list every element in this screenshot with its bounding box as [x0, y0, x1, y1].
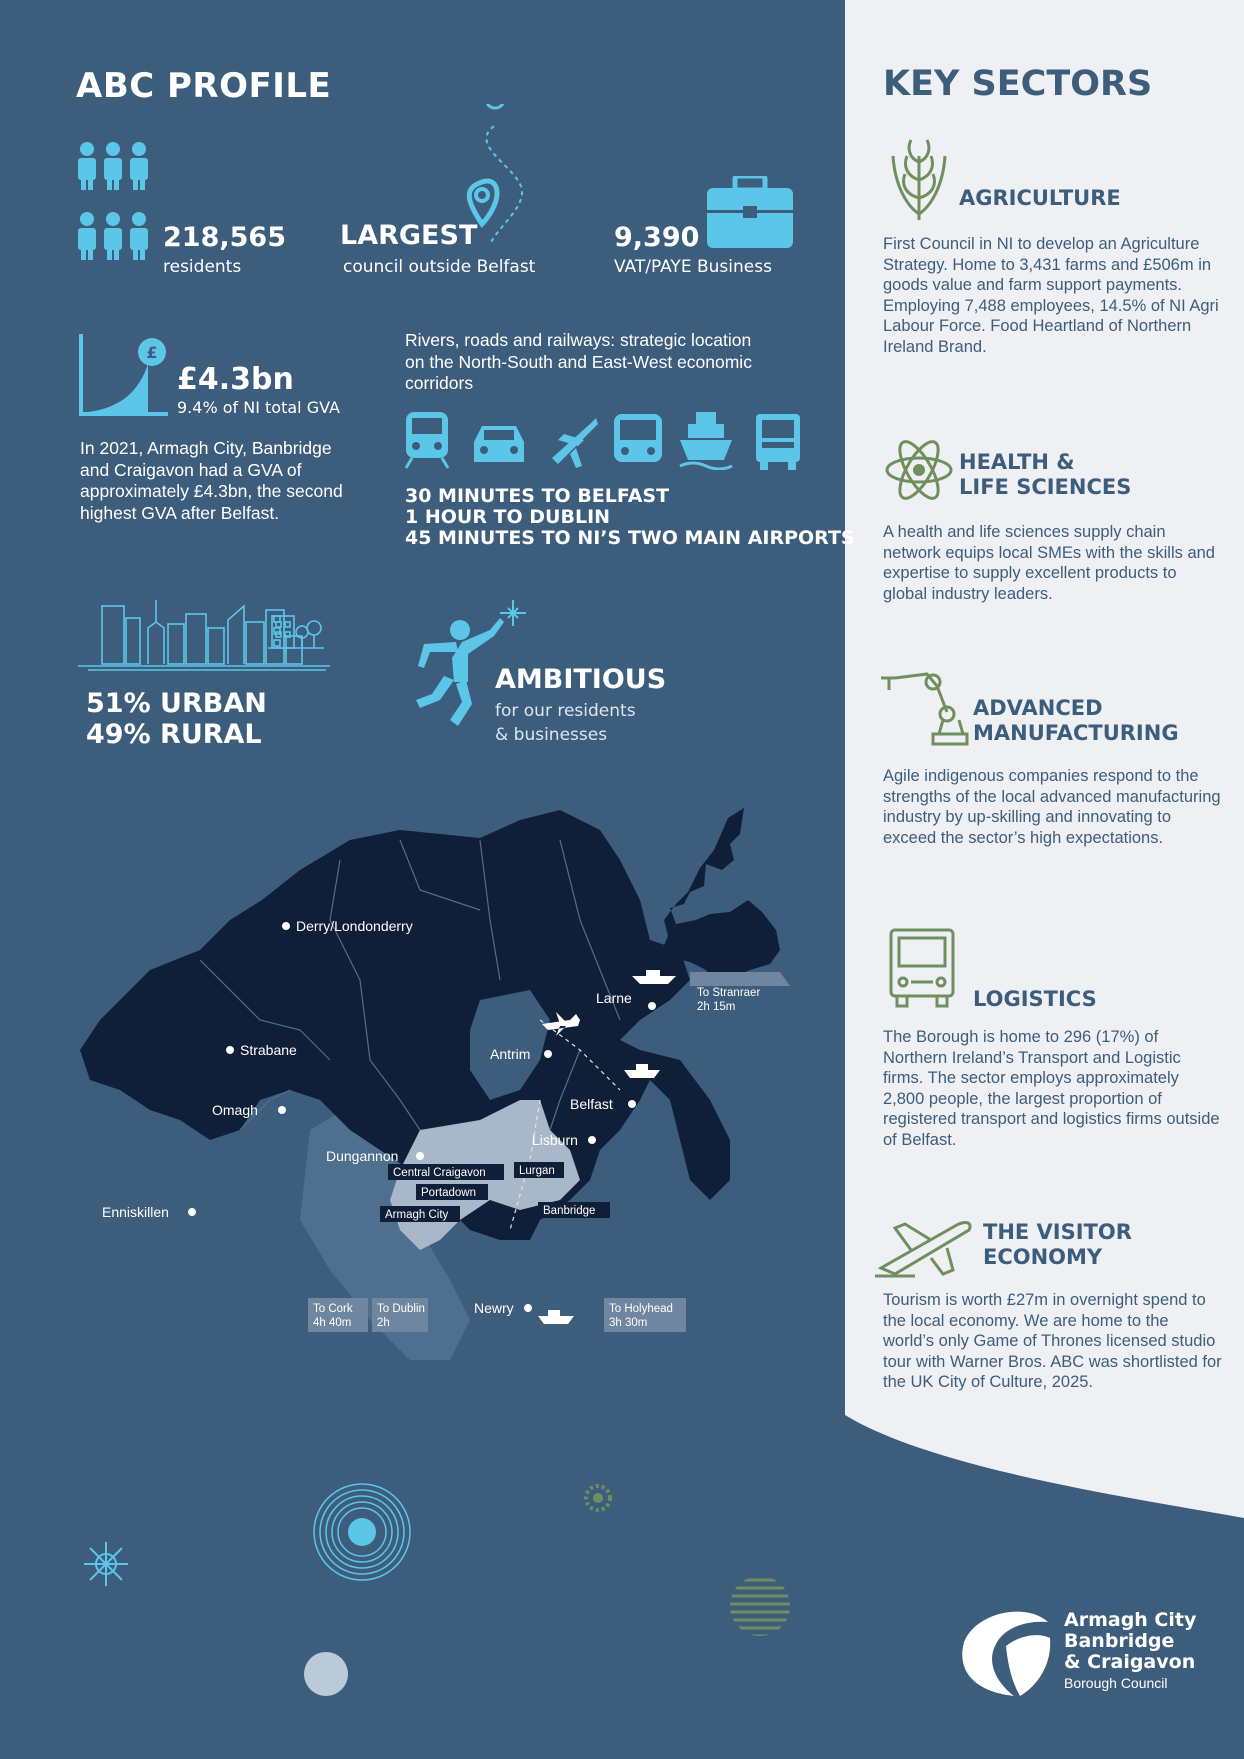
decorative-circle-icon	[300, 1470, 420, 1590]
town-derry: Derry/Londonderry	[296, 918, 413, 934]
town-larne: Larne	[596, 990, 632, 1006]
dotted-sphere-icon	[302, 1650, 350, 1698]
sector-title-logistics: LOGISTICS	[973, 987, 1097, 1011]
sector-title-visitor-1: THE VISITOR	[983, 1220, 1132, 1244]
airplane-icon	[875, 1212, 975, 1278]
svg-text:Banbridge: Banbridge	[543, 1205, 596, 1217]
gva-value: £4.3bn	[177, 362, 294, 397]
logo-line-4: Borough Council	[1064, 1675, 1168, 1691]
route-tag-stranraer	[690, 972, 790, 1013]
wheat-icon	[889, 136, 949, 220]
sector-text-visitor: Tourism is worth £27m in overnight spend to the local economy. We are home to the world’s only Game of Thrones licensed studio tour with Warner Bros. ABC was shortlisted for the UK City of Culture, 2025.	[883, 1291, 1222, 1391]
train-icon	[406, 412, 448, 468]
transport-intro: Rivers, roads and railways: strategic location on the North-South and East-West economic corridors	[405, 330, 752, 393]
svg-text:2h 15m: 2h 15m	[697, 1001, 736, 1013]
council-tag-lurgan	[514, 1162, 564, 1178]
transport-line-2: 1 HOUR TO DUBLIN	[405, 506, 611, 528]
urban-line-1: 51% URBAN	[86, 688, 267, 719]
abc-profile-heading: ABC PROFILE	[76, 66, 332, 106]
council-tag-portadown	[416, 1184, 488, 1200]
svg-text:Portadown: Portadown	[421, 1187, 476, 1199]
house-trees-icon	[268, 610, 324, 654]
largest-label: council outside Belfast	[343, 257, 536, 277]
sector-text-manufacturing: Agile indigenous companies respond to the strengths of the local advanced manufacturing industry by up-skilling and innovating to exceed the sector’s high expectations.	[883, 767, 1221, 847]
route-tag-holyhead	[604, 1298, 686, 1332]
town-dungannon: Dungannon	[326, 1148, 399, 1164]
svg-text:3h 30m: 3h 30m	[609, 1317, 648, 1329]
svg-text:Central Craigavon: Central Craigavon	[393, 1167, 486, 1179]
transport-line-3: 45 MINUTES TO NI’S TWO MAIN AIRPORTS	[405, 527, 855, 549]
car-icon	[474, 426, 524, 462]
northern-ireland-map	[0, 800, 845, 1380]
plane-icon	[552, 418, 598, 468]
council-tag-armagh-city	[380, 1206, 460, 1222]
gva-label: 9.4% of NI total GVA	[177, 398, 340, 417]
transport-icons	[404, 412, 802, 470]
truck-front-icon	[887, 928, 957, 1010]
svg-text:Lurgan: Lurgan	[519, 1165, 555, 1177]
route-tag-cork	[308, 1298, 368, 1332]
sector-text-logistics: The Borough is home to 296 (17%) of Northern Ireland’s Transport and Logistic firms. The sector employs approximately 2,800 people, the largest proportion of registered transport and logistics firms outside of Belfast.	[883, 1028, 1220, 1149]
route-tag-dublin	[372, 1298, 428, 1332]
ship-icon	[680, 412, 732, 469]
key-sectors-heading: KEY SECTORS	[883, 64, 1153, 104]
svg-text:2h: 2h	[377, 1317, 390, 1329]
snowflake-icon	[82, 1540, 130, 1588]
largest-value: LARGEST	[340, 220, 478, 251]
business-label: VAT/PAYE Business	[614, 257, 772, 277]
svg-text:To Cork: To Cork	[313, 1303, 353, 1315]
growth-chart-icon	[78, 334, 170, 418]
town-belfast: Belfast	[570, 1096, 613, 1112]
sector-title-agriculture: AGRICULTURE	[959, 186, 1121, 210]
sector-text-health: A health and life sciences supply chain network equips local SMEs with the skills and expertise to supply excellent products to global industry leaders.	[883, 523, 1215, 603]
council-tag-central-craigavon	[388, 1164, 504, 1180]
town-antrim: Antrim	[490, 1046, 531, 1062]
logo-line-2: Banbridge	[1064, 1630, 1175, 1652]
gear-icon	[580, 1480, 616, 1516]
logo-line-3: & Craigavon	[1064, 1651, 1196, 1673]
svg-text:To Holyhead: To Holyhead	[609, 1303, 673, 1315]
sector-title-manufacturing-2: MANUFACTURING	[973, 721, 1179, 745]
gva-text: In 2021, Armagh City, Banbridge and Craigavon had a GVA of approximately £4.3bn, the second highest GVA after Belfast.	[80, 438, 343, 523]
briefcase-icon	[707, 176, 793, 248]
pound-symbol: £	[146, 343, 158, 362]
sector-text-agriculture: First Council in NI to develop an Agriculture Strategy. Home to 3,431 farms and £506m in goods value and farm support payments. Employing 7,488 employees, 14.5% of NI Agri Labour Force. Food Heartland of Northern Ireland Brand.	[883, 235, 1219, 356]
residents-label: residents	[163, 257, 242, 277]
town-lisburn: Lisburn	[532, 1132, 578, 1148]
key-sectors-panel	[845, 0, 1244, 1759]
bus-icon	[614, 414, 662, 462]
svg-text:4h 40m: 4h 40m	[313, 1317, 352, 1329]
robot-arm-icon	[877, 668, 969, 748]
logo-line-1: Armagh City	[1064, 1609, 1197, 1631]
ambitious-line-2: & businesses	[495, 725, 608, 745]
council-tag-banbridge	[538, 1202, 610, 1218]
town-omagh: Omagh	[212, 1102, 258, 1118]
sector-title-health-2: LIFE SCIENCES	[959, 475, 1132, 499]
ambitious-line-1: for our residents	[495, 701, 636, 721]
striped-circle-icon	[728, 1574, 792, 1638]
urban-line-2: 49% RURAL	[86, 719, 262, 750]
svg-text:To Stranraer: To Stranraer	[697, 987, 761, 999]
ferry-icon-newry	[538, 1310, 574, 1324]
ambitious-value: AMBITIOUS	[495, 664, 667, 695]
council-logo-icon	[956, 1602, 1054, 1700]
sector-title-visitor-2: ECONOMY	[983, 1245, 1103, 1269]
svg-text:Armagh City: Armagh City	[385, 1209, 449, 1221]
town-enniskillen: Enniskillen	[102, 1204, 169, 1220]
business-value: 9,390	[614, 222, 700, 253]
truck-icon	[756, 414, 800, 470]
transport-line-1: 30 MINUTES TO BELFAST	[405, 485, 670, 507]
sector-title-manufacturing-1: ADVANCED	[973, 696, 1103, 720]
town-newry: Newry	[474, 1300, 514, 1316]
svg-text:To Dublin: To Dublin	[377, 1303, 425, 1315]
town-strabane: Strabane	[240, 1042, 297, 1058]
atom-icon	[883, 434, 955, 506]
people-icon	[76, 142, 150, 274]
residents-value: 218,565	[163, 222, 286, 253]
sector-title-health-1: HEALTH &	[959, 450, 1075, 474]
